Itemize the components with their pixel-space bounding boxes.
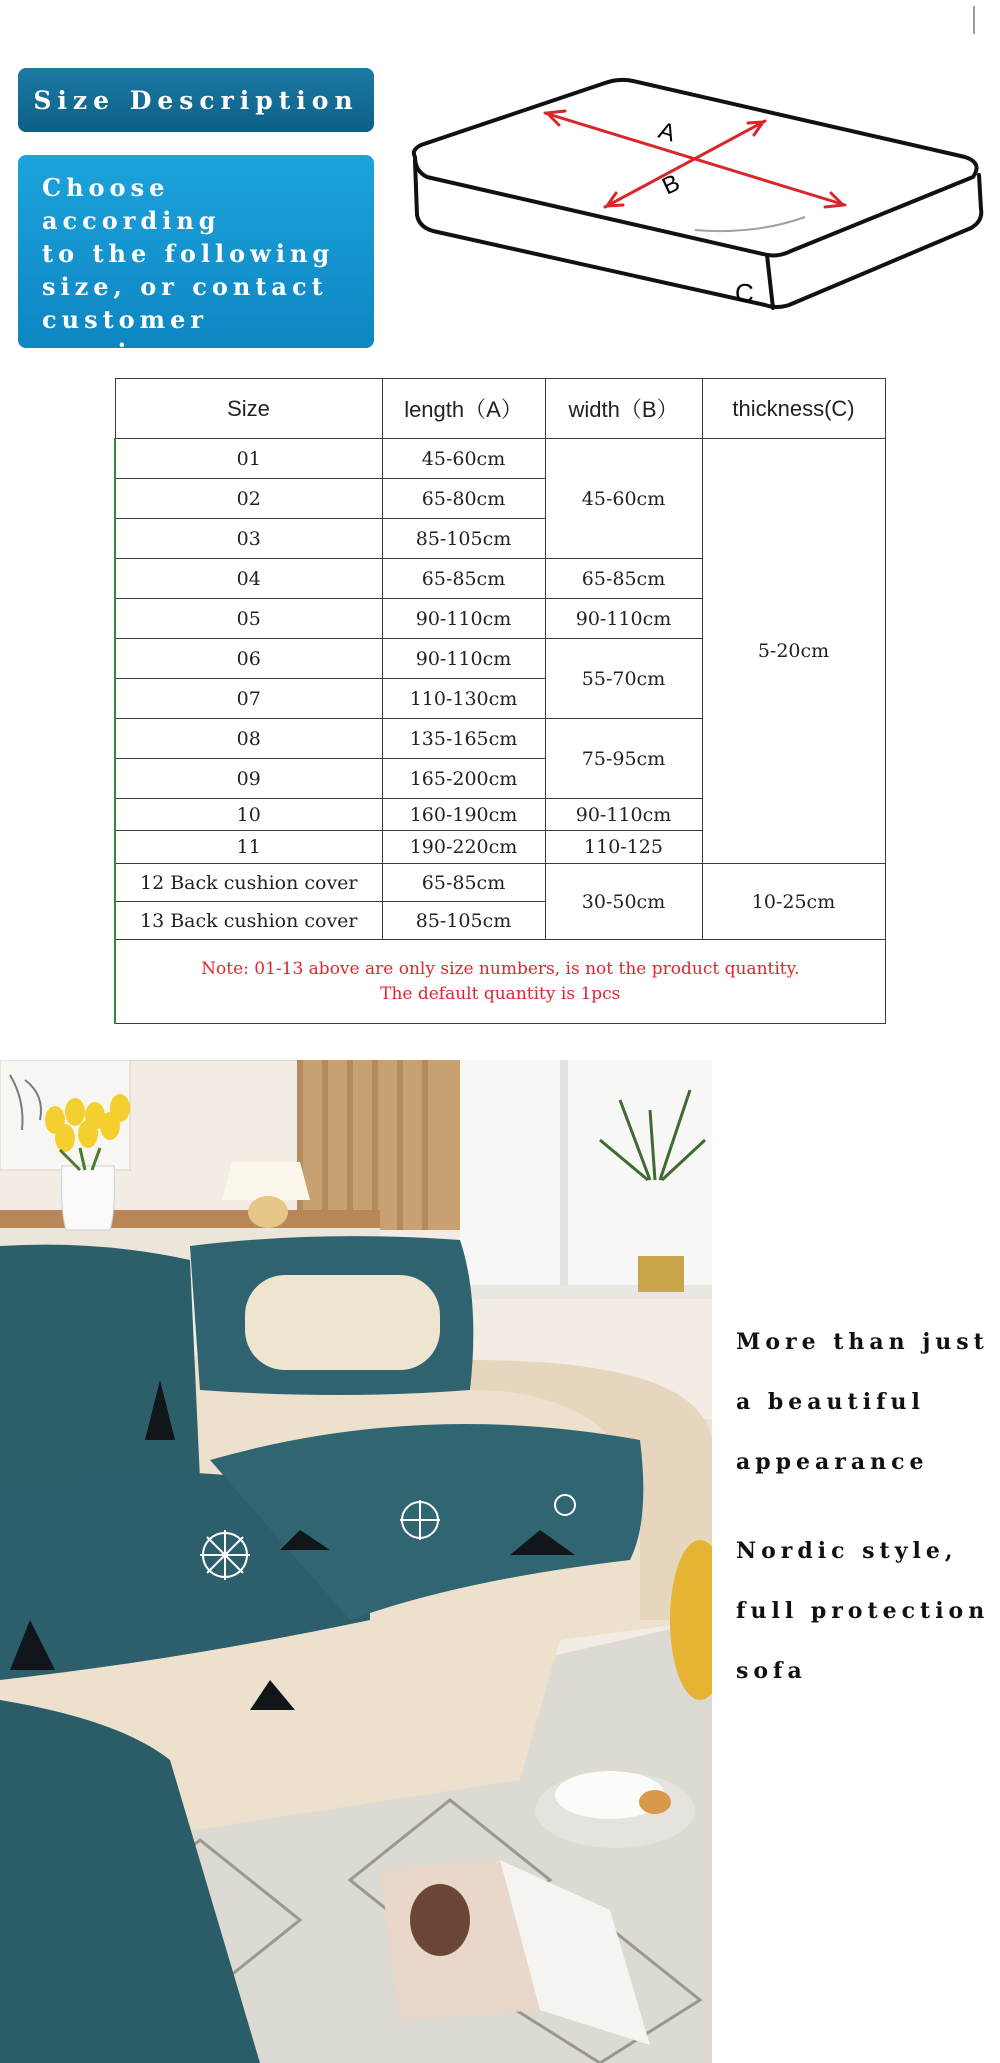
cushion-outline [414,80,981,308]
length-cell: 190-220cm [382,831,545,864]
caption-line: full protection [736,1598,990,1624]
length-cell: 65-80cm [382,479,545,519]
lamp-shade [222,1162,310,1200]
size-cell: 04 [115,559,382,599]
size-chart-table [114,378,886,1024]
instruction-line: size, or contact [42,272,328,301]
table-row [115,864,885,902]
note-line: Note: 01-13 above are only size numbers, is not the product quantity. [201,958,800,979]
size-cell: 08 [115,719,382,759]
white-vase [62,1166,115,1230]
living-room-illustration [0,1060,712,2063]
width-cell: 65-85cm [545,559,702,599]
size-instruction-box [18,155,374,400]
size-description-heading: Size Description [18,68,374,132]
table-row [115,439,885,479]
length-cell: 85-105cm [382,902,545,940]
cushion-dimension-diagram [405,65,985,330]
length-cell: 45-60cm [382,439,545,479]
size-cell: 03 [115,519,382,559]
size-cell: 01 [115,439,382,479]
window-frame [560,1060,568,1290]
instruction-line: to the following [42,239,335,268]
length-cell: 65-85cm [382,864,545,902]
feature-caption-beauty [736,1312,989,1492]
size-cell: 13 Back cushion cover [115,902,382,940]
width-cell: 75-95cm [545,719,702,799]
size-cell: 06 [115,639,382,679]
cushion-shading [695,217,805,231]
size-cell: 10 [115,799,382,831]
length-cell: 90-110cm [382,639,545,679]
table-header-row [115,379,885,439]
size-cell: 07 [115,679,382,719]
instruction-line: customer service [42,305,208,367]
thickness-cell: 10-25cm [702,864,885,940]
width-cell: 30-50cm [545,864,702,940]
label-c: C [735,278,754,308]
width-cell: 110-125 [545,831,702,864]
wooden-shelf [0,1210,380,1228]
cat-marking [639,1790,671,1814]
table-note-row [115,940,885,1024]
window [460,1060,712,1290]
sofa-cover-photo [0,1060,712,2063]
column-header-length: length（A） [382,379,545,439]
length-cell: 135-165cm [382,719,545,759]
cushion-cover-opening [245,1275,440,1370]
length-cell: 165-200cm [382,759,545,799]
caption-line: a beautiful [736,1389,925,1415]
size-cell: 11 [115,831,382,864]
width-cell: 90-110cm [545,799,702,831]
width-cell: 45-60cm [545,439,702,559]
instruction-line: directly. [42,371,196,400]
size-cell: 12 Back cushion cover [115,864,382,902]
label-a: A [655,116,679,148]
width-cell: 90-110cm [545,599,702,639]
table-note [115,940,885,1024]
feature-caption-style [736,1521,989,1701]
caption-line: sofa [736,1658,807,1684]
size-cell: 05 [115,599,382,639]
instruction-line: Choose according [42,173,221,235]
length-cell: 160-190cm [382,799,545,831]
thickness-cell: 5-20cm [702,439,885,864]
length-cell: 65-85cm [382,559,545,599]
length-cell: 110-130cm [382,679,545,719]
caption-line: appearance [736,1449,929,1475]
dimension-arrows [545,111,845,207]
column-header-width: width（B） [545,379,702,439]
magazine-portrait [410,1884,470,1956]
column-header-size: Size [115,379,382,439]
caption-line: More than just [736,1329,989,1355]
width-cell: 55-70cm [545,639,702,719]
length-cell: 90-110cm [382,599,545,639]
corner-tick-mark [973,6,975,34]
size-cell: 09 [115,759,382,799]
column-header-thickness: thickness(C) [702,379,885,439]
note-line: The default quantity is 1pcs [380,983,621,1004]
caption-line: Nordic style, [736,1538,958,1564]
length-cell: 85-105cm [382,519,545,559]
teal-back-cushion-left [0,1245,200,1494]
lamp-base [248,1196,288,1228]
size-cell: 02 [115,479,382,519]
label-b: B [658,169,685,201]
